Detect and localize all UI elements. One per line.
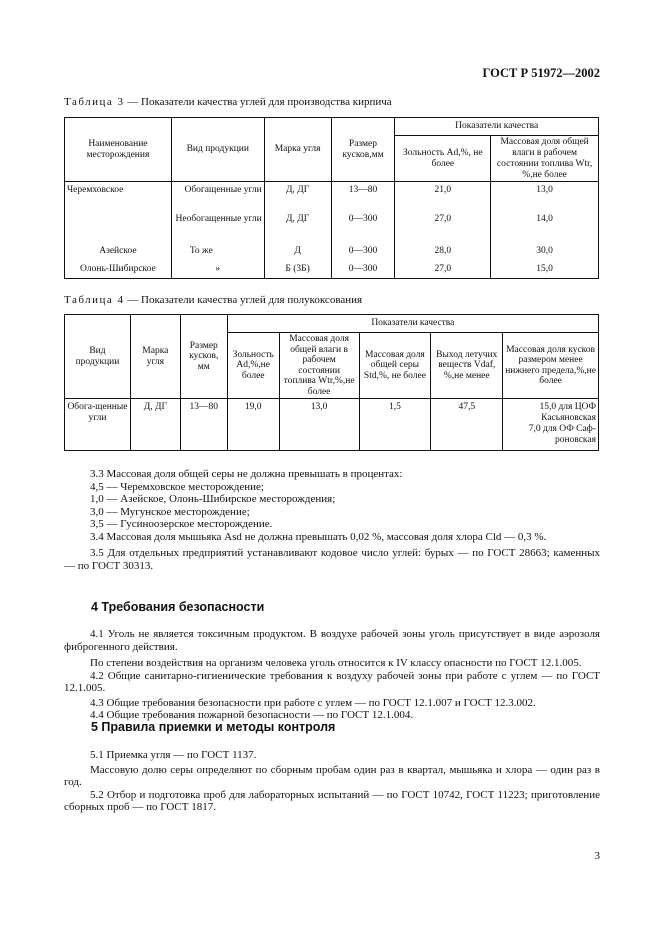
t4-moisture: 13,0 bbox=[279, 399, 359, 451]
t4-size: 13—80 bbox=[180, 399, 227, 451]
t4-fines bbox=[503, 399, 599, 451]
p3-4: 3.4 Массовая доля мышьяка Asd не должна превышать 0,02 %, массовая доля хлора Cld — 0,3 %. bbox=[90, 530, 547, 543]
t3-r2-moisture: 30,0 bbox=[491, 242, 599, 261]
t3-r2-ash: 28,0 bbox=[395, 242, 491, 261]
table4-caption-prefix: Таблица 4 bbox=[64, 294, 125, 306]
t3-header-moisture: Массовая доля общей влаги в рабочем состоянии топлива Wtr, %,не более bbox=[491, 136, 599, 182]
t3-r2-size: 0—300 bbox=[331, 242, 395, 261]
p3-3c: 3,0 — Мугунское месторождение; bbox=[90, 505, 250, 518]
page-number: 3 bbox=[594, 850, 600, 862]
p4-2: 4.2 Общие санитарно-гигиенические требования к воздуху рабочей зоны при работе с углем — по ГОСТ 12.1.005. bbox=[64, 669, 600, 694]
t3-r1-product: Необогащенные угли bbox=[171, 214, 264, 242]
t3-r0-moisture: 13,0 bbox=[491, 182, 599, 214]
table3-caption bbox=[64, 96, 392, 108]
t3-header-ash: Зольность Ad,%, не более bbox=[395, 136, 491, 182]
table3 bbox=[64, 117, 599, 279]
t3-r0-deposit: Черемховское bbox=[65, 182, 172, 214]
t3-r1-moisture: 14,0 bbox=[491, 214, 599, 242]
t3-header-size: Размер кусков,мм bbox=[331, 118, 395, 182]
t4-header-quality: Показатели качества bbox=[227, 315, 598, 333]
t4-sulfur: 1,5 bbox=[359, 399, 431, 451]
table3-caption-text: — Показатели качества углей для производства кирпича bbox=[124, 96, 392, 108]
section-5-text bbox=[64, 749, 600, 814]
p4-4: 4.4 Общие требования пожарной безопасности — по ГОСТ 12.1.004. bbox=[90, 709, 414, 721]
t3-header-grade: Марка угля bbox=[264, 118, 331, 182]
t3-r0-ash: 21,0 bbox=[395, 182, 491, 214]
t4-header-grade: Марка угля bbox=[130, 315, 180, 399]
table4-caption-text: — Показатели качества углей для полукоксования bbox=[124, 294, 363, 306]
t4-header-moisture: Массовая доля общей влаги в рабочем состоянии топлива Wtr,%,не более bbox=[279, 333, 359, 399]
t3-r2-product: То же bbox=[171, 242, 264, 261]
t4-header-size: Размер кусков, мм bbox=[180, 315, 227, 399]
p4-3: 4.3 Общие требования безопасности при работе с углем — по ГОСТ 12.1.007 и ГОСТ 12.3.002. bbox=[90, 696, 536, 709]
p3-5: 3.5 Для отдельных предприятий устанавливают кодовое число углей: бурых — по ГОСТ 28663; каменных — по ГОСТ 30313. bbox=[64, 547, 600, 572]
t4-fines-line1: 15,0 для ЦОФ Касьяновская bbox=[539, 402, 596, 423]
t4-ash: 19,0 bbox=[227, 399, 279, 451]
t3-r3-moisture: 15,0 bbox=[491, 261, 599, 279]
p3-3a: 4,5 — Черемховское месторождение; bbox=[90, 480, 264, 493]
p5-1b: Массовую долю серы определяют по сборным пробам один раз в квартал, мышьяка и хлора — один раз в год. bbox=[64, 763, 600, 788]
t4-volatile: 47,5 bbox=[431, 399, 503, 451]
t3-r0-grade: Д, ДГ bbox=[264, 182, 331, 214]
table3-caption-prefix: Таблица 3 bbox=[64, 96, 125, 108]
section-4-heading: 4 Требования безопасности bbox=[91, 600, 265, 614]
section-4-text bbox=[64, 628, 600, 722]
t3-r1-deposit bbox=[65, 214, 172, 242]
t4-header-ash: Зольность Ad,%,не более bbox=[227, 333, 279, 399]
p3-3: 3.3 Массовая доля общей серы не должна превышать в процентах: bbox=[90, 468, 403, 480]
t3-r1-grade: Д, ДГ bbox=[264, 214, 331, 242]
t3-r1-ash: 27,0 bbox=[395, 214, 491, 242]
t3-r2-deposit: Азейское bbox=[65, 242, 172, 261]
t3-header-quality: Показатели качества bbox=[395, 118, 599, 136]
t3-r0-size: 13—80 bbox=[331, 182, 395, 214]
p5-1: 5.1 Приемка угля — по ГОСТ 1137. bbox=[90, 749, 257, 761]
t4-header-product: Вид продукции bbox=[65, 315, 131, 399]
t4-header-volatile: Выход летучих веществ Vdaf, %,не менее bbox=[431, 333, 503, 399]
section-5-heading: 5 Правила приемки и методы контроля bbox=[91, 720, 336, 734]
t3-r2-grade: Д bbox=[264, 242, 331, 261]
t3-r3-grade: Б (3Б) bbox=[264, 261, 331, 279]
t4-header-sulfur: Массовая доля общей серы Std,%, не более bbox=[359, 333, 431, 399]
t3-r0-product: Обогащенные угли bbox=[171, 182, 264, 214]
p3-3d: 3,5 — Гусиноозерское месторождение. bbox=[90, 518, 273, 530]
p4-1: 4.1 Уголь не является токсичным продуктом. В воздухе рабочей зоны уголь присутствует в виде аэрозоля фиброгенного действия. bbox=[64, 628, 600, 653]
table4 bbox=[64, 314, 599, 451]
t3-r3-size: 0—300 bbox=[331, 261, 395, 279]
document-header: ГОСТ Р 51972—2002 bbox=[482, 66, 600, 80]
t3-r1-size: 0—300 bbox=[331, 214, 395, 242]
t4-fines-line2: 7,0 для ОФ Саф-роновская bbox=[528, 424, 596, 445]
t3-r3-product: » bbox=[171, 261, 264, 279]
p4-1b: По степени воздействия на организм человека уголь относится к IV классу опасности по ГОСТ 12.1.005. bbox=[90, 657, 582, 669]
t4-grade: Д, ДГ bbox=[130, 399, 180, 451]
t3-r3-deposit: Олонь-Шибирское bbox=[65, 261, 172, 279]
t3-header-product: Вид продукции bbox=[171, 118, 264, 182]
p3-3b: 1,0 — Азейское, Олонь-Шибирское месторождения; bbox=[90, 493, 336, 505]
section-3-text bbox=[64, 468, 600, 572]
t3-header-deposit: Наименование месторождения bbox=[65, 118, 172, 182]
t4-product: Обога-щенные угли bbox=[65, 399, 131, 451]
table4-caption bbox=[64, 294, 362, 306]
p5-2: 5.2 Отбор и подготовка проб для лабораторных испытаний — по ГОСТ 10742, ГОСТ 11223; приготовление сборных проб — по ГОСТ 1817. bbox=[64, 788, 600, 813]
t3-r3-ash: 27,0 bbox=[395, 261, 491, 279]
t4-header-fines: Массовая доля кусков размером менее нижнего предела,%,не более bbox=[503, 333, 599, 399]
